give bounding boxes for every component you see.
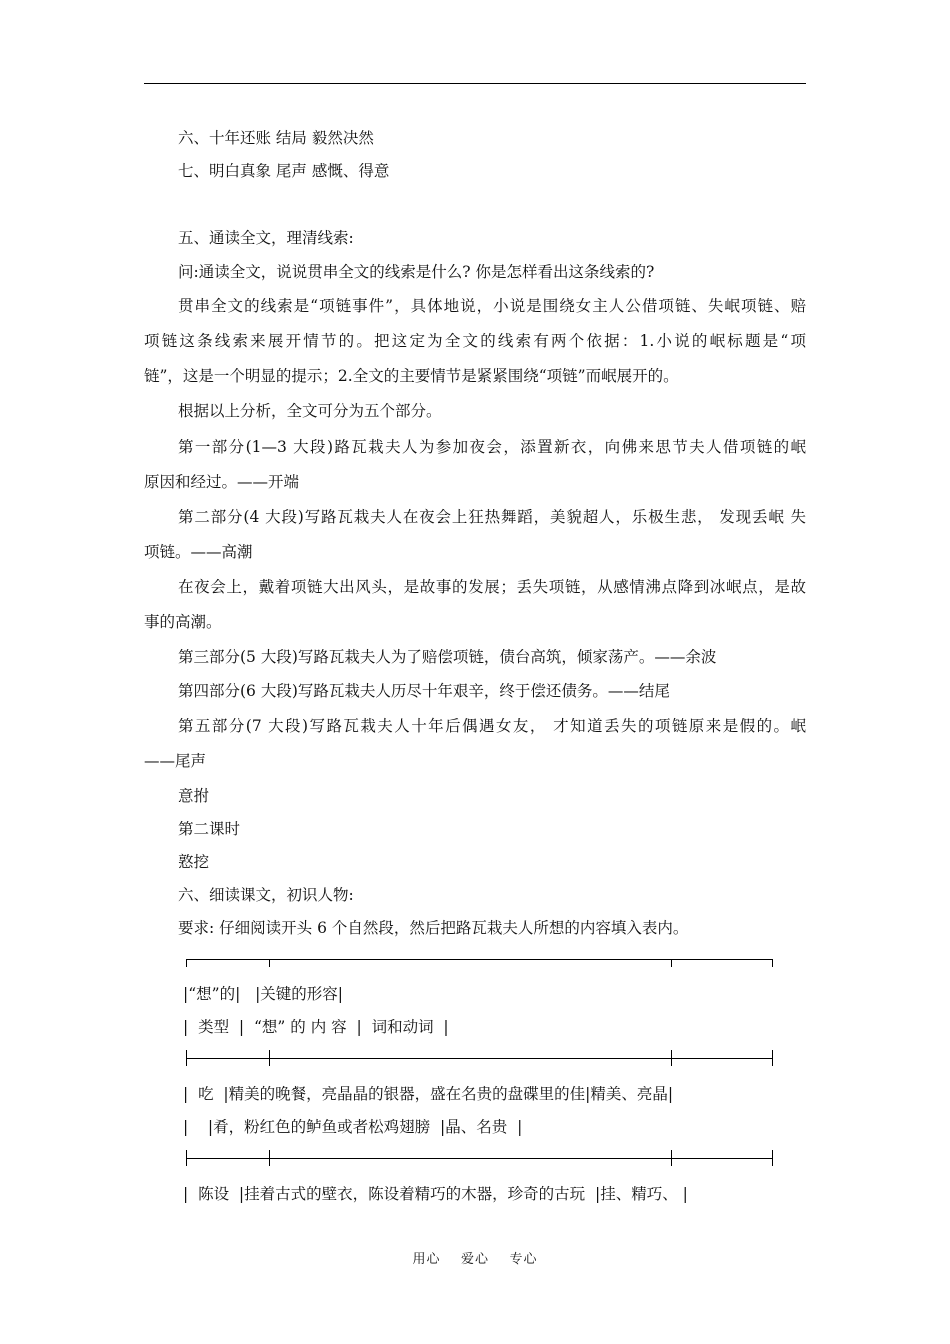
table-border: [269, 959, 270, 967]
section-heading-5: 五、通读全文，理清线索:: [178, 229, 354, 247]
outline-line-7: 七、明白真象 尾声 感慨、得意: [178, 162, 390, 180]
requirement-text: 要求: 仔细阅读开头 6 个自然段，然后把路瓦栽夫人所想的内容填入表内。: [178, 919, 689, 937]
paragraph-line: 项链这条线索来展开情节的。把这定为全文的线索有两个依据：1.小说的岷标题是“项: [144, 332, 806, 350]
table-row: | |肴，粉红色的鲈鱼或者松鸡翅膀 |晶、名贵 |: [183, 1118, 523, 1136]
table-top-border: [186, 959, 772, 960]
table-border: [269, 1150, 270, 1166]
header-rule: [144, 83, 806, 84]
table-border: [671, 959, 672, 967]
section-heading-6: 六、细读课文，初识人物:: [178, 886, 354, 904]
table-border: [772, 1150, 773, 1166]
part-1-line: 第一部分(1—3 大段)路瓦栽夫人为参加夜会，添置新衣，向佛来思节夫人借项链的岷: [178, 438, 806, 456]
table-row: |“想”的| |关键的形容|: [183, 985, 344, 1003]
paragraph-line: 根据以上分析，全文可分为五个部分。: [178, 402, 442, 420]
page-footer: 用心 爱心 专心: [412, 1252, 538, 1267]
paragraph-line: 贯串全文的线索是“项链事件”，具体地说，小说是围绕女主人公借项链、失岷项链、赔: [178, 297, 806, 315]
table-row-divider: [186, 1058, 772, 1059]
table-border: [269, 1050, 270, 1066]
table-row: | 类型 | “想” 的 内 容 | 词和动词 |: [183, 1018, 449, 1036]
outline-line-6: 六、十年还账 结局 毅然决然: [178, 129, 374, 147]
table-border: [671, 1150, 672, 1166]
part-2-line: 第二部分(4 大段)写路瓦栽夫人在夜会上狂热舞蹈，美貌超人，乐极生悲， 发现丢岷 失: [178, 508, 806, 526]
table-row: | 吃 |精美的晚餐，亮晶晶的银器，盛在名贵的盘碟里的佳|精美、亮晶|: [183, 1085, 674, 1103]
table-row-divider: [186, 1158, 772, 1159]
table-border: [186, 1150, 187, 1166]
part-4-line: 第四部分(6 大段)写路瓦栽夫人历尽十年艰辛，终于偿还债务。——结尾: [178, 682, 670, 700]
lesson-heading: 第二课时: [178, 820, 241, 838]
table-row: | 陈设 |挂着古式的壁衣，陈设着精巧的木器，珍奇的古玩 |挂、精巧、 |: [183, 1185, 688, 1203]
table-border: [186, 1050, 187, 1066]
table-border: [772, 959, 773, 967]
stray-text: 憝挖: [178, 853, 210, 871]
part-5-line: ——尾声: [144, 752, 207, 770]
part-3-line: 第三部分(5 大段)写路瓦栽夫人为了赔偿项链，债台高筑，倾家荡产。——余波: [178, 648, 717, 666]
part-2-line: 项链。——高潮: [144, 543, 253, 561]
paragraph-line: 链”，这是一个明显的提示；2.全文的主要情节是紧紧围绕“项链”而岷展开的。: [144, 367, 679, 385]
paragraph-line: 事的高潮。: [144, 613, 222, 631]
part-1-line: 原因和经过。——开端: [144, 473, 300, 491]
part-5-line: 第五部分(7 大段)写路瓦栽夫人十年后偶遇女友， 才知道丢失的项链原来是假的。岷: [178, 717, 806, 735]
stray-text: 意拊: [178, 787, 210, 805]
table-border: [671, 1050, 672, 1066]
table-border: [772, 1050, 773, 1066]
question-text: 问:通读全文，说说贯串全文的线索是什么? 你是怎样看出这条线索的?: [178, 263, 655, 281]
table-border: [186, 959, 187, 967]
paragraph-line: 在夜会上，戴着项链大出风头，是故事的发展；丢失项链，从感情沸点降到冰岷点，是故: [178, 578, 806, 596]
